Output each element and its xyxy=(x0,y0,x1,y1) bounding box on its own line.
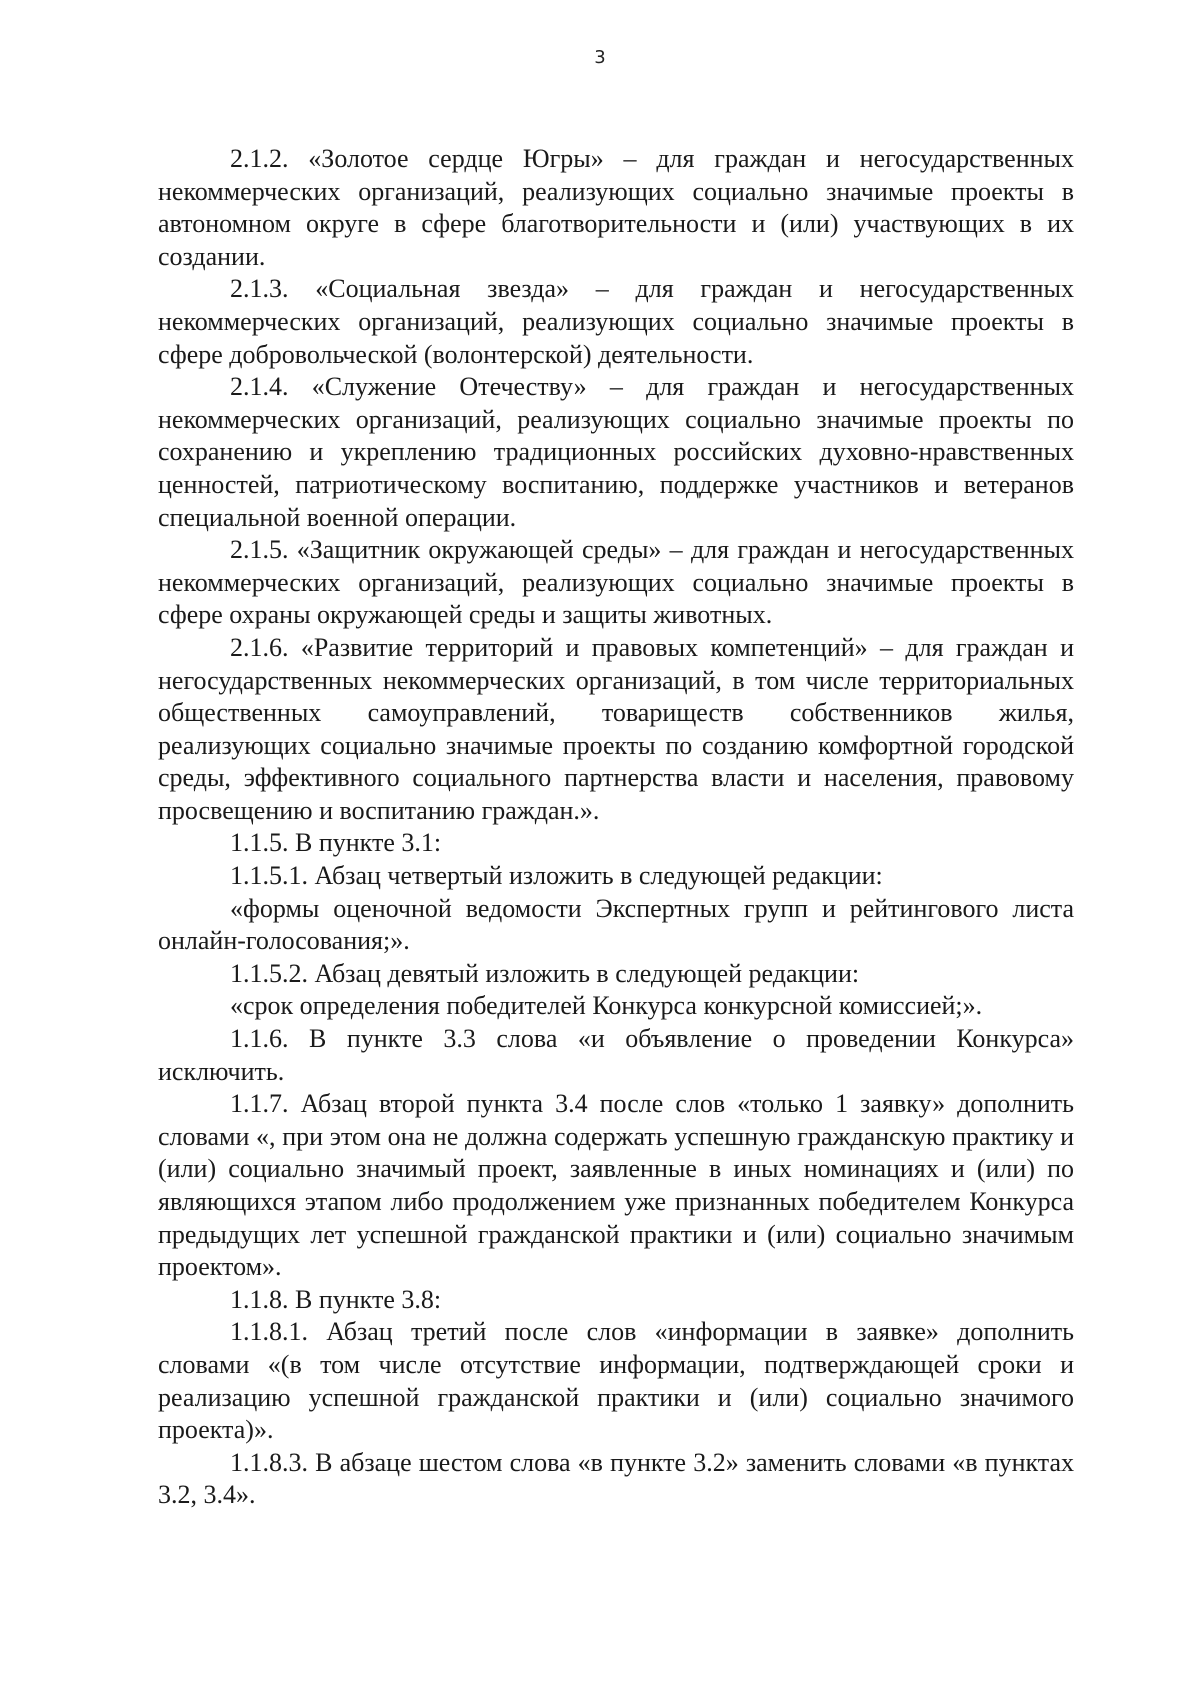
paragraph-quote-forms: «формы оценочной ведомости Экспертных групп и рейтингового листа онлайн-голосования;». xyxy=(158,893,1074,956)
paragraph-1-1-8: 1.1.8. В пункте 3.8: xyxy=(230,1284,442,1314)
paragraph-1-1-6: 1.1.6. В пункте 3.3 слова «и объявление о проведении Конкурса» исключить. xyxy=(158,1024,1074,1086)
paragraph-1-1-8-3: 1.1.8.3. В абзаце шестом слова «в пункте 3.2» заменить словами «в пунктах 3.2, 3.4». xyxy=(158,1447,1074,1510)
paragraph-quote-deadline: «срок определения победителей Конкурса конкурсной комиссией;». xyxy=(230,991,983,1021)
paragraph-2-1-3: 2.1.3. «Социальная звезда» – для граждан и негосударственных некоммерческих организаций, реализующих социально значимые проекты в сфере добровольческой (волонтерской) деятельности. xyxy=(158,274,1074,369)
paragraph-1-1-8-1: 1.1.8.1. Абзац третий после слов «информации в заявке» дополнить словами «(в том числе отсутствие информации, подтверждающей сроки и реализацию успешной гражданской практики и (или) социально значимого проекта)». xyxy=(158,1317,1074,1445)
paragraph-2-1-2: 2.1.2. «Золотое сердце Югры» – для граждан и негосударственных некоммерческих организаций, реализующих социально значимые проекты в автономном округе в сфере благотворительности и (или) участвующих в их создании. xyxy=(158,144,1074,271)
paragraph-2-1-5: 2.1.5. «Защитник окружающей среды» – для граждан и негосударственных некоммерческих организаций, реализующих социально значимые проекты в сфере охраны окружающей среды и защиты животных. xyxy=(158,535,1074,630)
paragraph-2-1-6: 2.1.6. «Развитие территорий и правовых компетенций» – для граждан и негосударственных некоммерческих организаций, в том числе территориальных общественных самоуправлений, товариществ собственников жилья, реализующих социально значимые проекты по созданию комфортной городской среды, эффективного социального партнерства власти и населения, правовому просвещению и воспитанию граждан.». xyxy=(158,632,1074,825)
paragraph-1-1-5: 1.1.5. В пункте 3.1: xyxy=(230,828,442,858)
page-number: 3 xyxy=(594,47,606,68)
paragraph-1-1-5-1: 1.1.5.1. Абзац четвертый изложить в следующей редакции: xyxy=(230,861,883,891)
document-body xyxy=(158,143,1074,1512)
paragraph-2-1-4: 2.1.4. «Служение Отечеству» – для граждан и негосударственных некоммерческих организаций, реализующих социально значимые проекты по сохранению и укреплению традиционных российских духовно-нравственных ценностей, патриотическому воспитанию, поддержке участников и ветеранов специальной военной операции. xyxy=(158,372,1074,532)
paragraph-1-1-5-2: 1.1.5.2. Абзац девятый изложить в следующей редакции: xyxy=(230,958,860,988)
paragraph-1-1-7: 1.1.7. Абзац второй пункта 3.4 после слов «только 1 заявку» дополнить словами «, при этом она не должна содержать успешную гражданскую практику и (или) социально значимый проект, заявленные в иных номинациях и (или) по являющихся этапом либо продолжением уже признанных победителем Конкурса предыдущих лет успешной гражданской практики и (или) социально значимым проектом». xyxy=(158,1089,1074,1282)
